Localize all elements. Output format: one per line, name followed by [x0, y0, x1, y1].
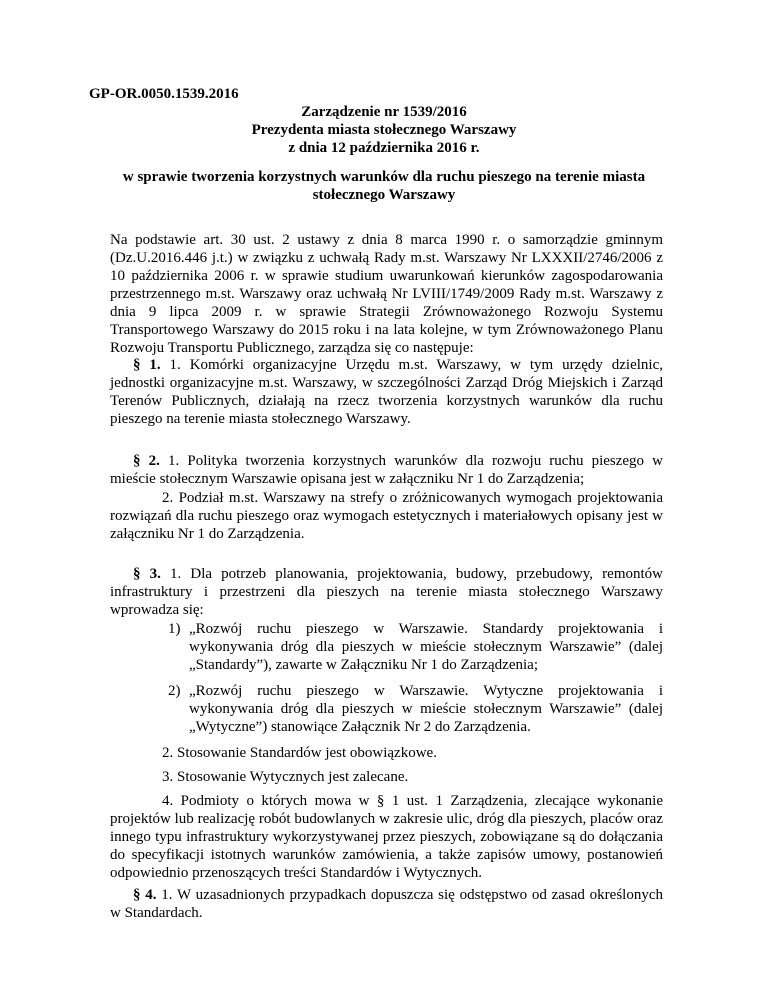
- section-2-paragraph-2: 2. Podział m.st. Warszawy na strefy o zróżnicowanych wymogach projektowania rozwiązań dla ruchu pieszego oraz wymogach estetycznych i materiałowych opisany jest w załączniku Nr 1 do Zarządzenia.: [110, 490, 663, 542]
- preamble-paragraph: Na podstawie art. 30 ust. 2 ustawy z dnia 8 marca 1990 r. o samorządzie gminnym (Dz.U.2016.446 j.t.) w związku z uchwałą Rady m.st. Warszawy Nr LXXXII/2746/2006 z 10 października 2006 r. w sprawie studium uwarunkowań kierunków zagospodarowania przestrzennego m.st. Warszawy oraz uchwałą Nr LVIII/1749/2009 Rady m.st. Warszawy z dnia 9 lipca 2009 r. w sprawie Strategii Zrównoważonego Rozwoju Systemu Transportowego Warszawy do 2015 roku i na lata kolejne, w tym Zrównoważonego Planu Rozwoju Transportu Publicznego, zarządza się co następuje:: [110, 232, 663, 356]
- document-title: [0, 103, 768, 157]
- section-3-paragraph-2: 2. Stosowanie Standardów jest obowiązkowe.: [162, 745, 437, 761]
- document-subject: [0, 168, 768, 204]
- title-line-1: Zarządzenie nr 1539/2016: [301, 104, 467, 120]
- section-4-text: 1. W uzasadnionych przypadkach dopuszcza się odstępstwo od zasad określonych w Standardach.: [110, 887, 663, 921]
- section-3-paragraph-4: 4. Podmioty o których mowa w § 1 ust. 1 Zarządzenia, zlecające wykonanie projektów lub realizację robót budowlanych w zakresie ulic, dróg dla pieszych, placów oraz innego typu infrastruktury wykorzystywanej przez pieszych, zobowiązane są do dołączania do specyfikacji istotnych warunków zamówienia, a także zapisów umowy, postanowień odpowiednio przenoszących treści Standardów i Wytycznych.: [110, 793, 663, 881]
- section-3-paragraph-3: 3. Stosowanie Wytycznych jest zalecane.: [162, 769, 409, 785]
- title-line-3: z dnia 12 października 2016 r.: [288, 140, 480, 156]
- section-4-marker: § 4.: [133, 887, 157, 903]
- list-item-text: „Rozwój ruchu pieszego w Warszawie. Standardy projektowania i wykonywania dróg dla pieszych w mieście stołecznym Warszawie” (dalej „Standardy”), zawarte w Załączniku Nr 1 do Zarządzenia;: [189, 621, 663, 673]
- list-item-number: 1): [168, 621, 181, 637]
- subject-line-2: stołecznego Warszawy: [312, 187, 456, 203]
- list-item: [168, 682, 663, 738]
- section-3-p1-text: 1. Dla potrzeb planowania, projektowania, budowy, przebudowy, remontów infrastruktury i przestrzeni dla pieszych na terenie miasta stołecznego Warszawy wprowadza się:: [110, 566, 663, 618]
- section-1: [110, 356, 663, 428]
- section-2-paragraph-1: [110, 452, 663, 488]
- list-item-number: 2): [168, 683, 181, 699]
- section-3-paragraph-1: [110, 565, 663, 619]
- section-2-p1-text: 1. Polityka tworzenia korzystnych warunków dla rozwoju ruchu pieszego w mieście stołecznym Warszawie opisana jest w załączniku Nr 1 do Zarządzenia;: [110, 453, 664, 487]
- section-2-marker: § 2.: [133, 453, 160, 469]
- section-3-marker: § 3.: [133, 566, 161, 582]
- section-4: [110, 886, 663, 922]
- document-number: GP-OR.0050.1539.2016: [89, 86, 239, 102]
- section-1-marker: § 1.: [133, 357, 161, 373]
- list-item-text: „Rozwój ruchu pieszego w Warszawie. Wytyczne projektowania i wykonywania dróg dla pieszych w mieście stołecznym Warszawie” (dalej „Wytyczne”) stanowiące Załącznik Nr 2 do Zarządzenia.: [189, 683, 663, 735]
- list-item: [168, 620, 663, 676]
- title-line-2: Prezydenta miasta stołecznego Warszawy: [251, 122, 517, 138]
- section-1-text: 1. Komórki organizacyjne Urzędu m.st. Warszawy, w tym urzędy dzielnic, jednostki organizacyjne m.st. Warszawy, w szczególności Zarząd Dróg Miejskich i Zarząd Terenów Publicznych, działają na rzecz tworzenia korzystnych warunków dla ruchu pieszego na terenie miasta stołecznego Warszawy.: [110, 357, 663, 427]
- subject-line-1: w sprawie tworzenia korzystnych warunków dla ruchu pieszego na terenie miasta: [122, 169, 646, 185]
